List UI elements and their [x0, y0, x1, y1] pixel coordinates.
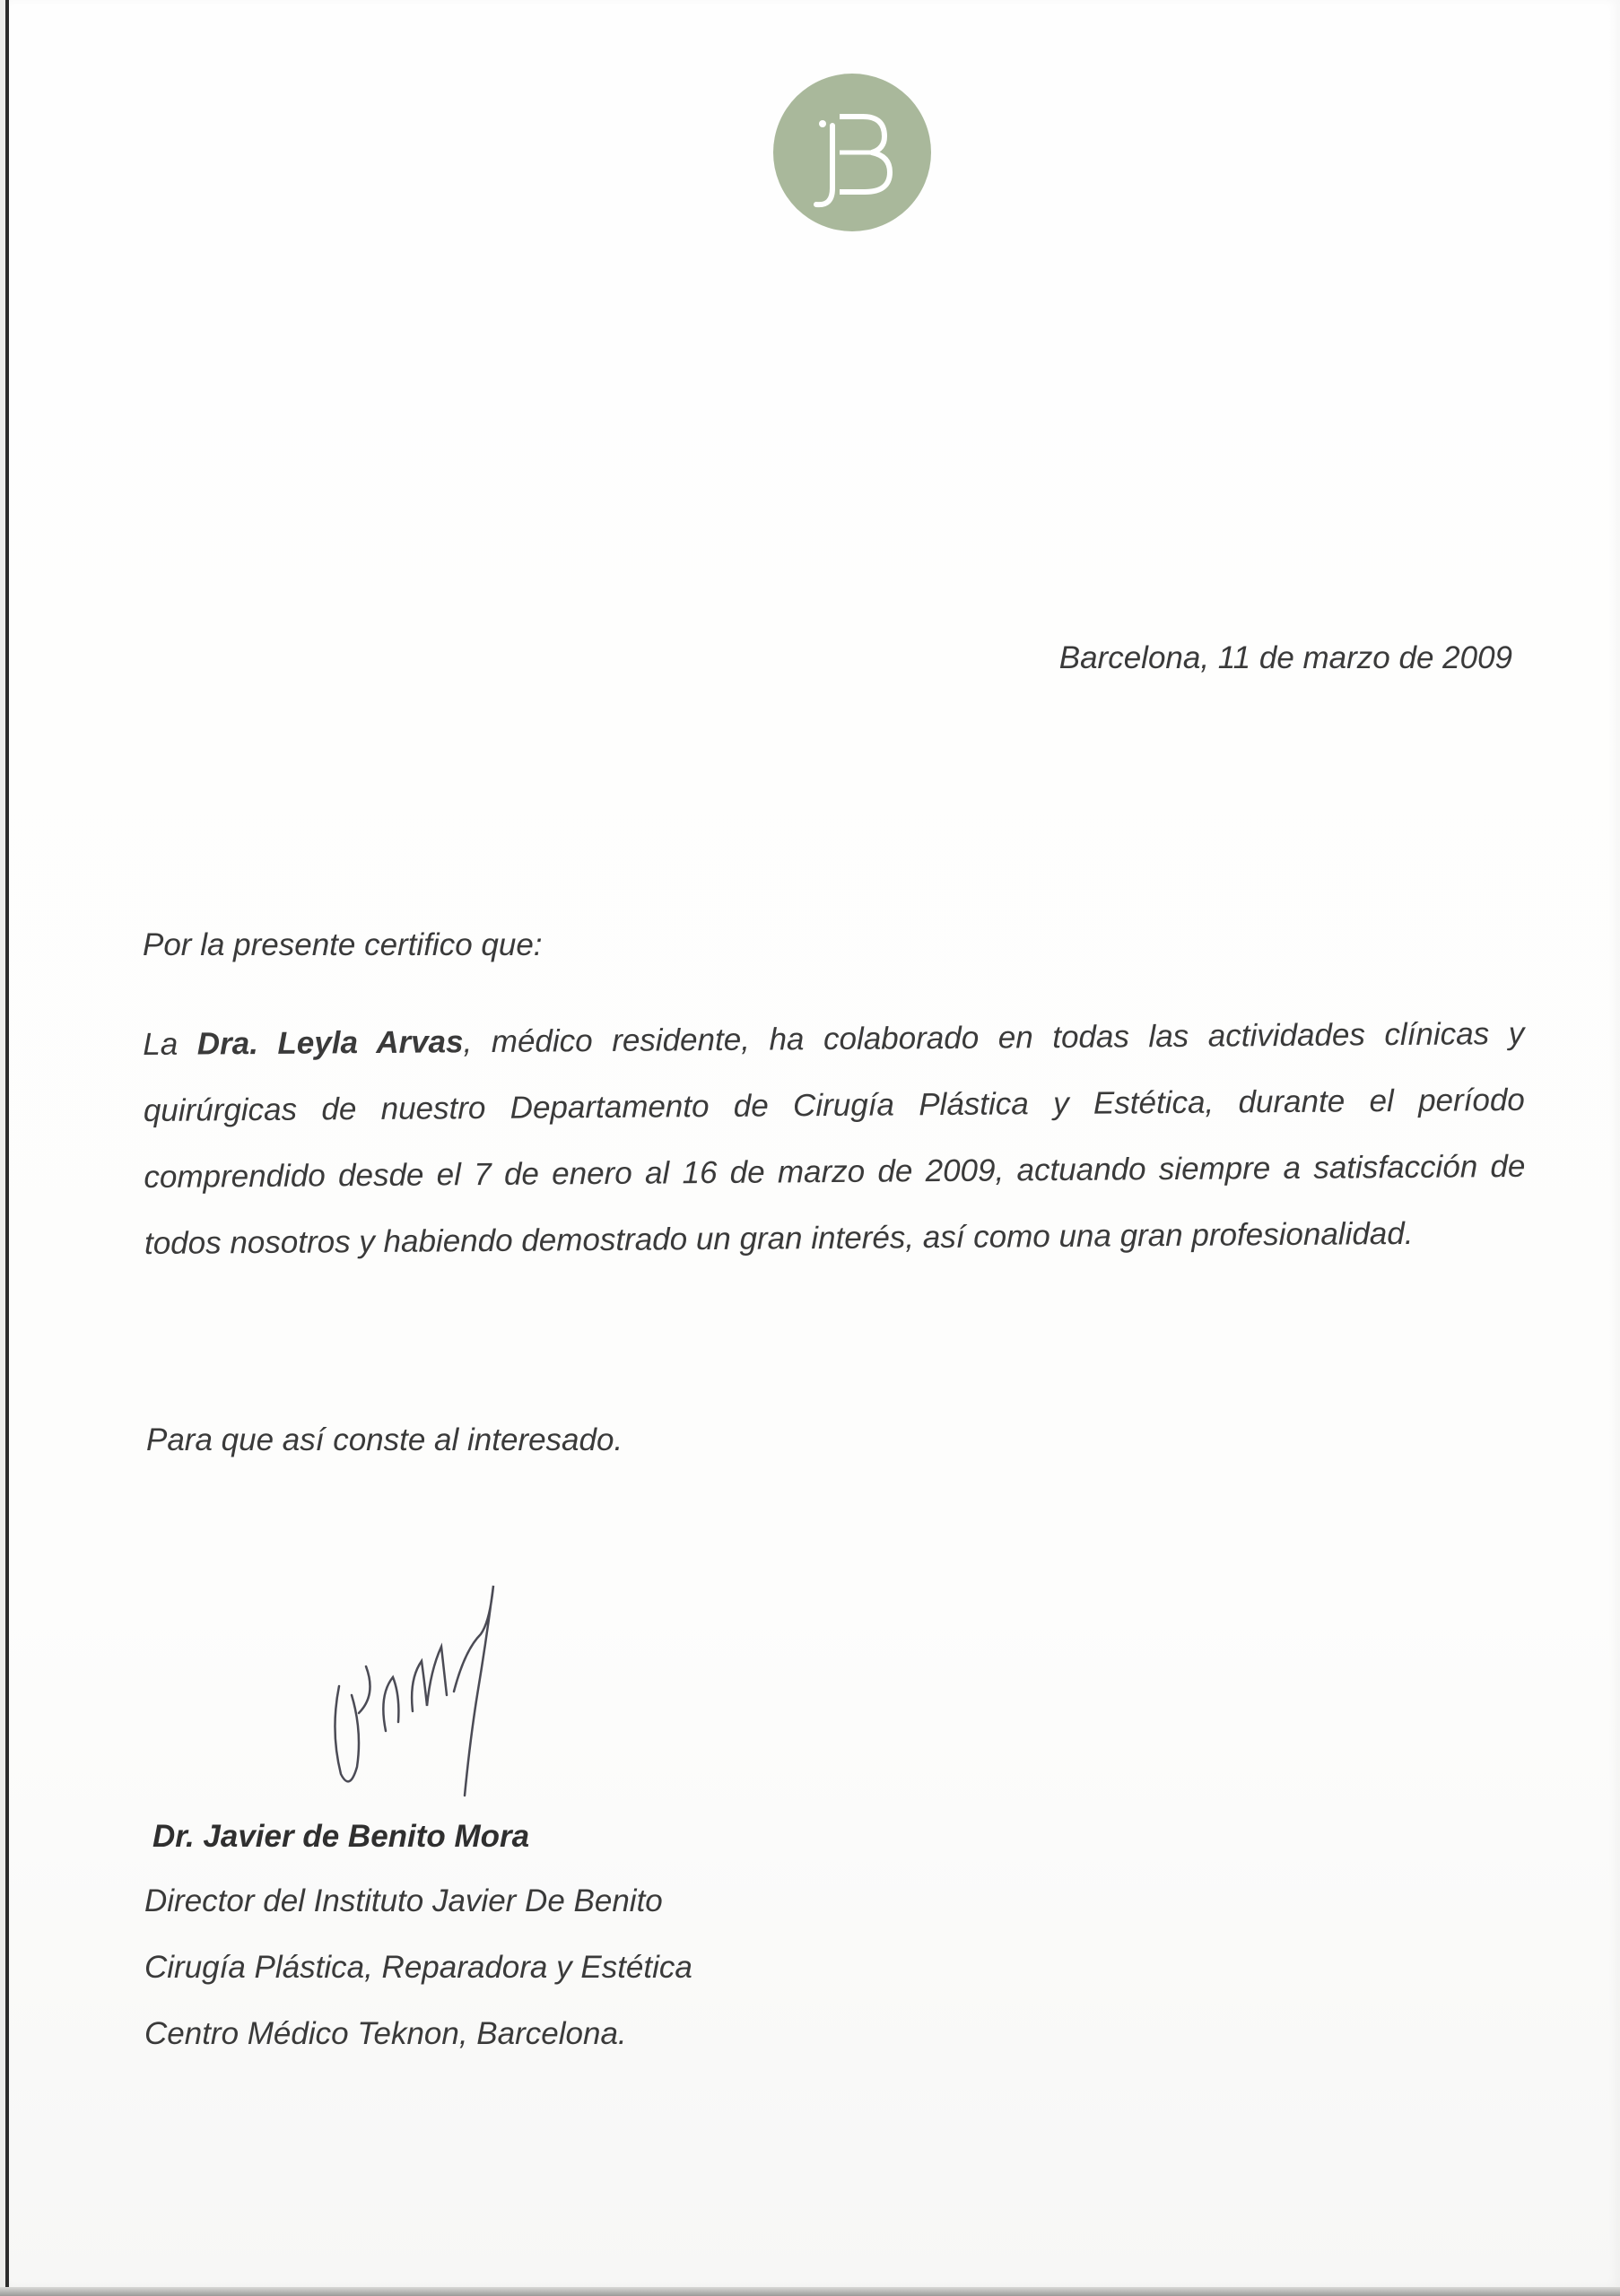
closing-line: Para que así conste al interesado.: [146, 1422, 623, 1457]
logo-dot: [819, 120, 826, 127]
institute-logo: [773, 74, 931, 231]
letter-page: [5, 0, 1620, 2287]
handwritten-signature: [323, 1561, 556, 1803]
signer-name: Dr. Javier de Benito Mora: [152, 1819, 530, 1854]
paper-bottom-edge: [0, 2287, 1620, 2296]
letter-date: Barcelona, 11 de marzo de 2009: [1058, 640, 1512, 675]
body-text: , médico residente, ha colaborado en todas las actividades clínicas y quirúrgicas de nuestro Departamento de Cirugía Plástica y Estética, durante el período comprendido desde el 7 de enero al 16 de marzo de 2009, actuando siempre a satisfacción de todos nosotros y habiendo demostrado un gran interés, así como una gran profesionalidad.: [143, 1015, 1526, 1261]
signer-title: Director del Instituto Javier De Benito: [144, 1883, 663, 1918]
resident-name: Dra. Leyla Arvas: [196, 1024, 464, 1062]
signer-location: Centro Médico Teknon, Barcelona.: [144, 2016, 627, 2051]
certification-intro: Por la presente certifico que:: [143, 927, 543, 962]
signer-department: Cirugía Plástica, Reparadora y Estética: [144, 1950, 692, 1985]
body-prefix: La: [143, 1026, 197, 1062]
certification-body: [143, 1001, 1526, 1277]
